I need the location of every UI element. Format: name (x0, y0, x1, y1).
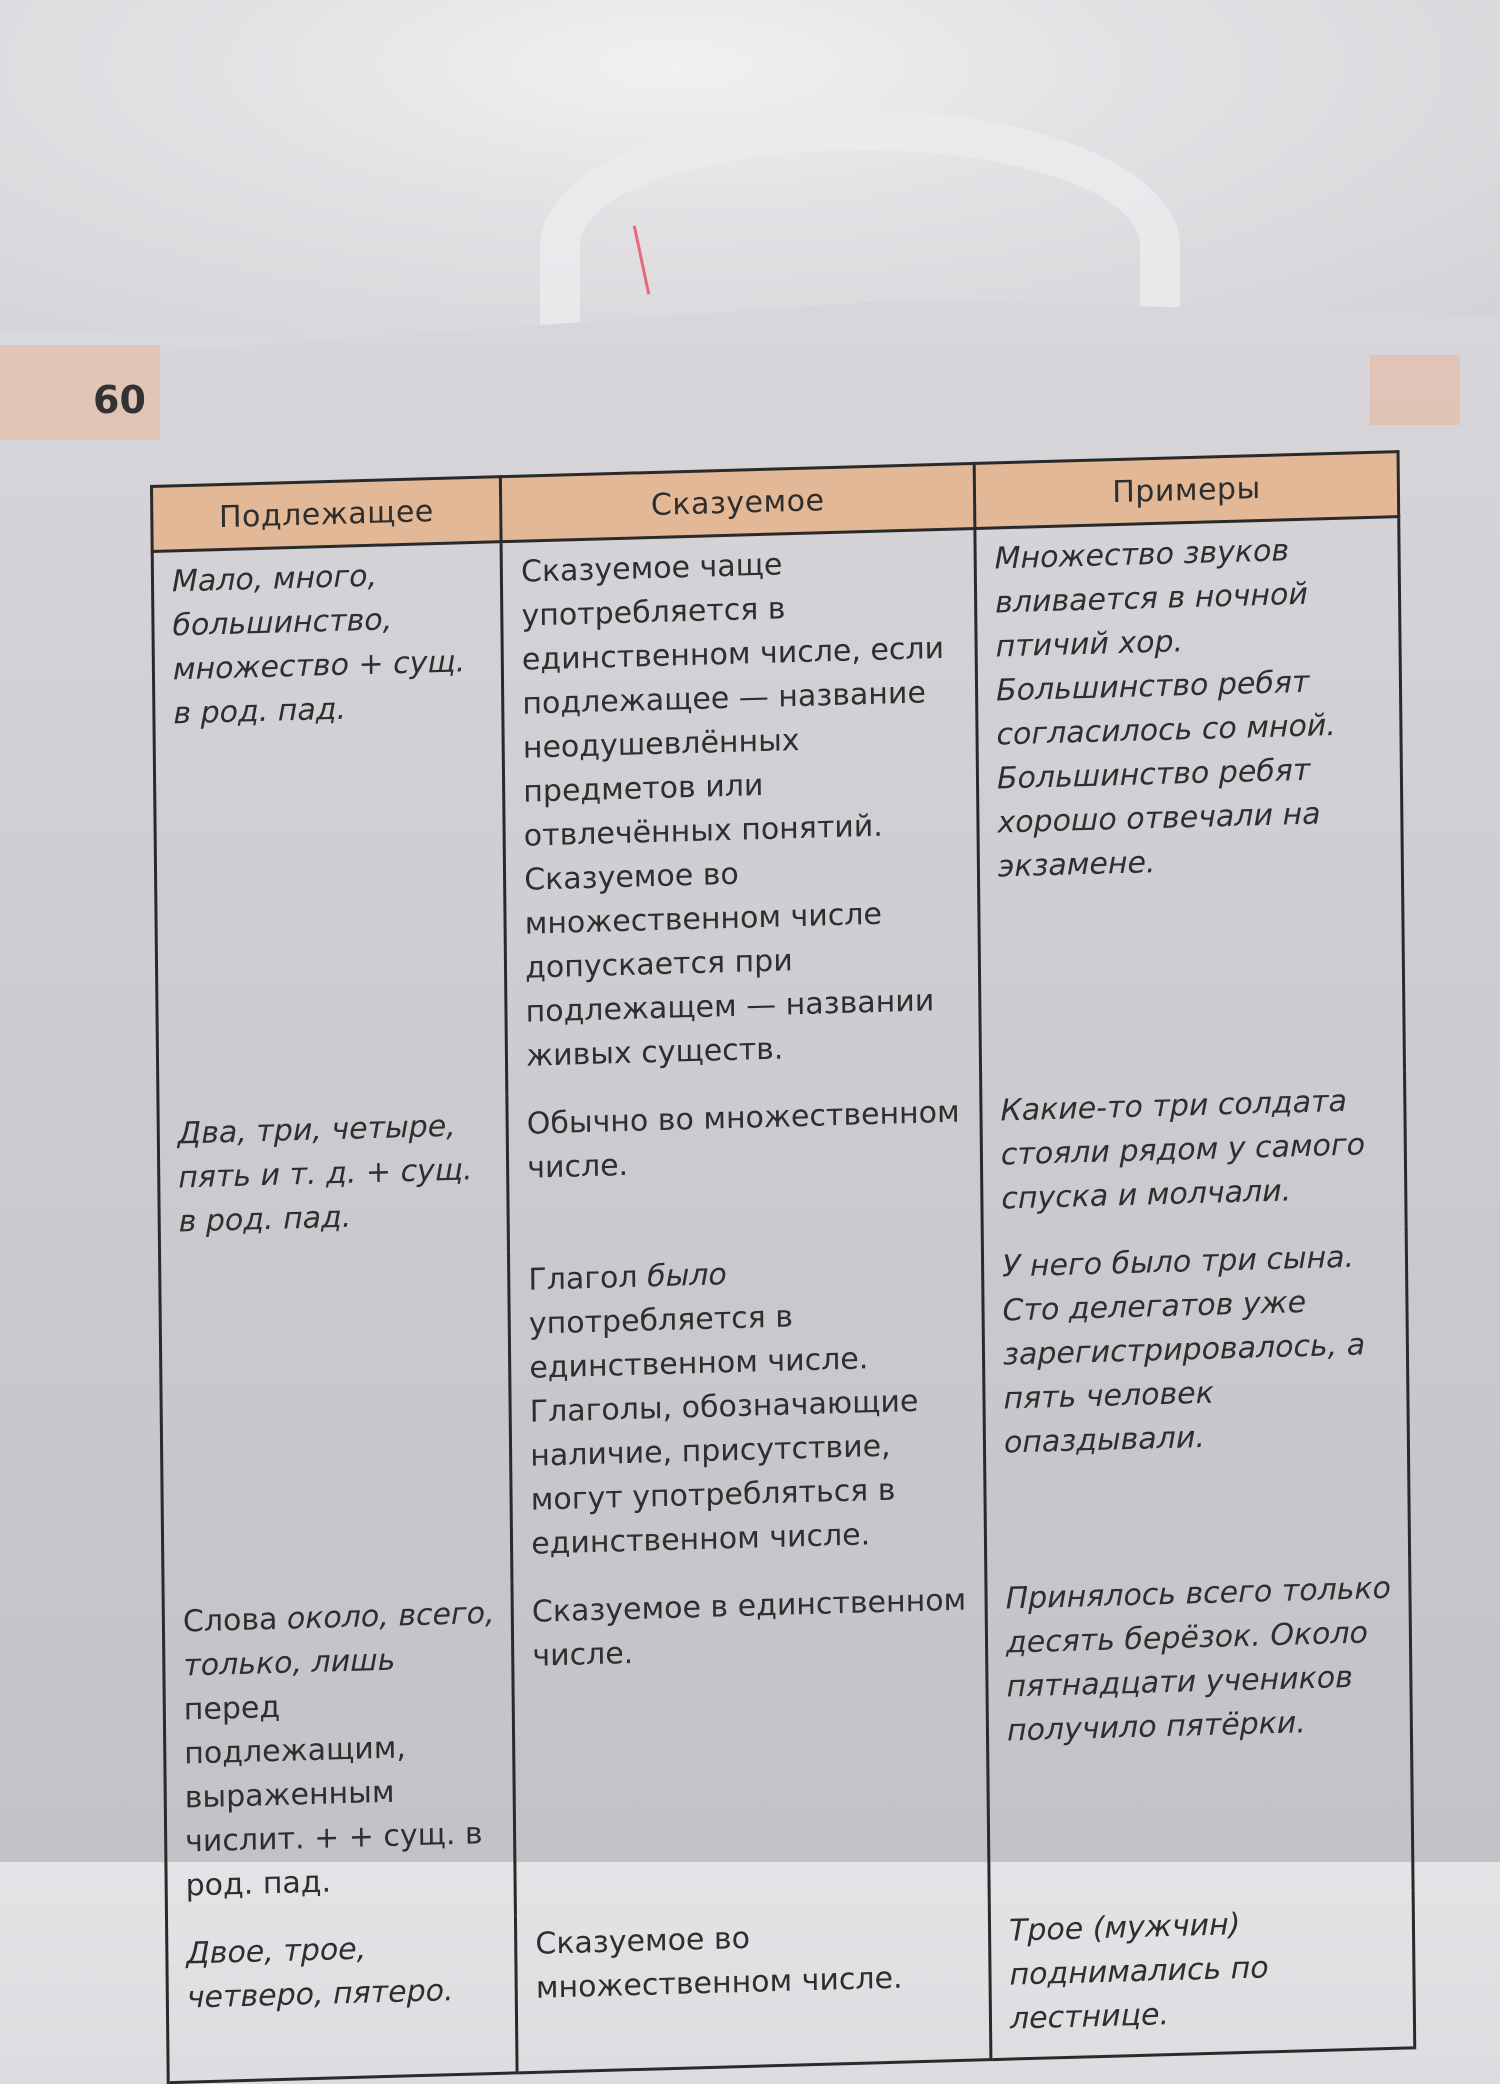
header-subject: Подлежащее (152, 477, 502, 552)
page-number: 60 (93, 378, 146, 422)
cell-subject (163, 1583, 515, 1925)
subject-italic: около, всего, только, лишь (183, 1595, 495, 1684)
cell-examples: У него было три сына. Сто делегатов уже зарегистрировалось, а пять человек опаздывали. (982, 1226, 1409, 1570)
cell-predicate: Сказуемое чаще употребляется в единственном числе, если подлежащее — название неодушевлённых предметов или отвлечённых понятий. Сказуемое во множественном числе допускается при подлежащем — названии живых существ. (501, 528, 980, 1095)
predicate-italic: было (646, 1257, 727, 1295)
cell-predicate: Обычно во множественном числе. (507, 1082, 982, 1251)
cell-predicate: Сказуемое во множественном числе. (516, 1902, 991, 2073)
table-row (160, 1226, 1410, 1593)
table-row (163, 1558, 1413, 1925)
predicate-prefix: Глагол (528, 1259, 638, 1298)
cell-predicate: Сказуемое в единственном числе. (512, 1570, 989, 1915)
header-predicate: Сказуемое (501, 463, 975, 541)
page-corner-tab-right (1370, 355, 1460, 425)
header-examples: Примеры (974, 452, 1398, 529)
cell-examples: Принялось всего только десять берёзок. Около пятнадцати учеников получило пятёрки. (986, 1558, 1413, 1902)
cell-subject (160, 1251, 512, 1593)
grammar-table-wrap (150, 450, 1413, 2037)
cell-subject: Двое, трое, четверо, пятеро. (167, 1915, 518, 2082)
cell-examples: Трое (мужчин) поднимались по лестнице. (989, 1890, 1414, 2059)
table-row (152, 517, 1404, 1105)
cell-examples: Какие-то три солдата стояли рядом у самого спуска и молчали. (981, 1070, 1406, 1238)
cell-examples: Множество звуков вливается в ночной птичий хор. Большинство ребят согласилось со мной. Большинство ребят хорошо отвечали на экзамене. (975, 517, 1405, 1082)
cell-subject: Мало, много, большинство, множество + сущ. в род. пад. (152, 542, 507, 1105)
subject-suffix: перед подлежащим, выраженным числит. + + сущ. в род. пад. (183, 1689, 483, 1904)
cell-predicate (509, 1238, 986, 1583)
table-row (167, 1890, 1415, 2082)
grammar-table (150, 450, 1416, 2084)
subject-prefix: Слова (182, 1601, 278, 1640)
predicate-suffix: употребляется в единственном числе. Глаголы, обозначающие наличие, присутствие, могут употребляться в единственном числе. (528, 1299, 919, 1562)
cell-subject: Два, три, четыре, пять и т. д. + сущ. в род. пад. (158, 1095, 509, 1261)
